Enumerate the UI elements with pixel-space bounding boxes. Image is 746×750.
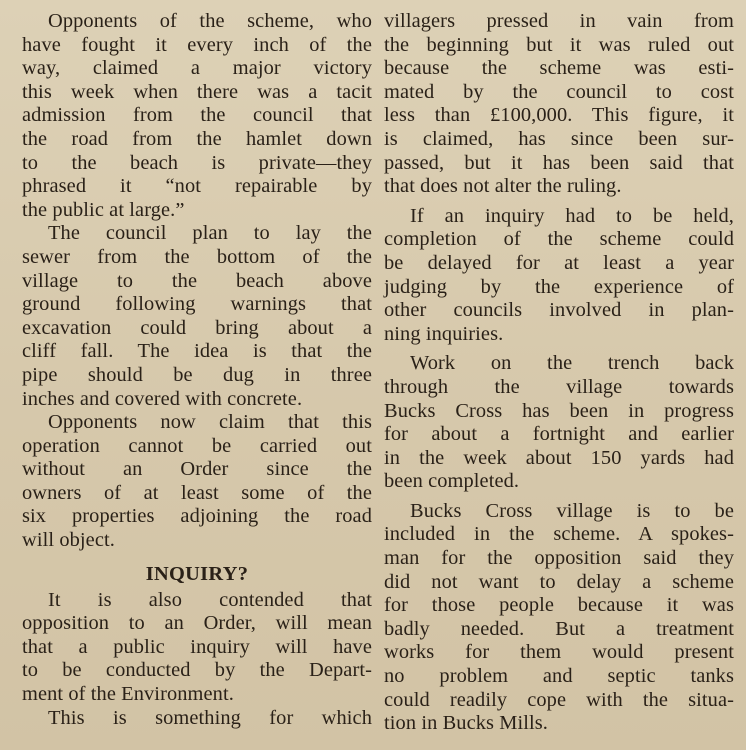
text-line: inches and covered with concrete. — [22, 387, 303, 410]
text-line: that a public inquiry will have — [22, 635, 372, 658]
text-line: village to the beach above — [22, 269, 372, 292]
text-line: other councils involved in plan- — [384, 299, 734, 322]
text-line: It is also contended that — [48, 588, 372, 611]
text-line: If an inquiry had to be held, — [410, 204, 734, 227]
text-line: included in the scheme. A spokes- — [384, 523, 734, 546]
text-line: been completed. — [384, 470, 520, 493]
text-line: villagers pressed in vain from — [384, 10, 734, 32]
text-line: six properties adjoining the road — [22, 505, 372, 528]
text-line: ground following warnings that — [22, 293, 372, 316]
text-line: mated by the council to cost — [384, 80, 734, 103]
text-line: way, claimed a major victory — [22, 57, 372, 80]
text-line: badly needed. But a treatment — [384, 617, 734, 640]
text-line: Work on the trench back — [410, 352, 734, 375]
text-line: could readily cope with the situa- — [384, 688, 734, 711]
text-line: works for them would present — [384, 641, 734, 664]
text-line: excavation could bring about a — [22, 316, 372, 339]
paragraph-villagers-pressed — [384, 10, 734, 199]
text-line: the public at large.” — [22, 198, 185, 221]
text-line: passed, but it has been said that — [384, 151, 734, 174]
text-line: in the week about 150 yards had — [384, 446, 734, 469]
text-line: through the village towards — [384, 375, 734, 398]
text-line: The council plan to lay the — [48, 222, 372, 245]
text-line: cliff fall. The idea is that the — [22, 340, 372, 363]
text-line: tion in Bucks Mills. — [384, 712, 549, 735]
text-line: ning inquiries. — [384, 322, 504, 345]
text-line: did not want to delay a scheme — [384, 570, 734, 593]
text-line: will object. — [22, 529, 115, 552]
text-line: judging by the experience of — [384, 275, 734, 298]
text-line: the beginning but it was ruled out — [384, 33, 734, 56]
text-line: less than £100,000. This figure, it — [384, 104, 734, 127]
text-line: be delayed for at least a year — [384, 251, 734, 274]
text-line: operation cannot be carried out — [22, 434, 372, 457]
text-line: Opponents of the scheme, who — [48, 10, 372, 32]
paragraph-something-for-which — [22, 707, 372, 731]
text-line: the road from the hamlet down — [22, 127, 372, 150]
right-column — [384, 10, 734, 744]
text-line: owners of at least some of the — [22, 481, 372, 504]
text-line: that does not alter the ruling. — [384, 175, 622, 198]
text-line: This is something for which — [48, 706, 372, 729]
text-line: to the beach is private—they — [22, 151, 372, 174]
paragraph-inquiry-delay — [384, 205, 734, 347]
text-line: without an Order since the — [22, 458, 372, 481]
text-line: is claimed, has since been sur- — [384, 127, 734, 150]
text-line: ment of the Environment. — [22, 683, 234, 706]
text-line: no problem and septic tanks — [384, 665, 734, 688]
paragraph-trench-work — [384, 352, 734, 494]
text-line: this week when there was a tacit — [22, 80, 372, 103]
text-line: man for the opposition said they — [384, 547, 734, 570]
text-line: Bucks Cross village is to be — [410, 499, 734, 522]
text-line: Opponents now claim that this — [48, 411, 372, 434]
subheading: INQUIRY? — [145, 562, 249, 585]
text-line: admission from the council that — [22, 104, 372, 127]
text-line: pipe should be dug in three — [22, 363, 372, 386]
left-column — [22, 10, 372, 744]
text-line: opposition to an Order, will mean — [22, 612, 372, 635]
text-line: phrased it “not repairable by — [22, 175, 372, 198]
text-line: Bucks Cross has been in progress — [384, 399, 734, 422]
text-line: because the scheme was esti- — [384, 57, 734, 80]
paragraph-opponents-claim — [22, 411, 372, 553]
text-line: for those people because it was — [384, 594, 734, 617]
paragraph-council-plan — [22, 222, 372, 411]
paragraph-bucks-cross — [384, 500, 734, 736]
text-line: completion of the scheme could — [384, 228, 734, 251]
paragraph-public-inquiry — [22, 589, 372, 707]
text-line: to be conducted by the Depart- — [22, 659, 372, 682]
text-line: have fought it every inch of the — [22, 33, 372, 56]
text-line: for about a fortnight and earlier — [384, 423, 734, 446]
paragraph-opponents-victory — [22, 10, 372, 222]
text-line: sewer from the bottom of the — [22, 245, 372, 268]
